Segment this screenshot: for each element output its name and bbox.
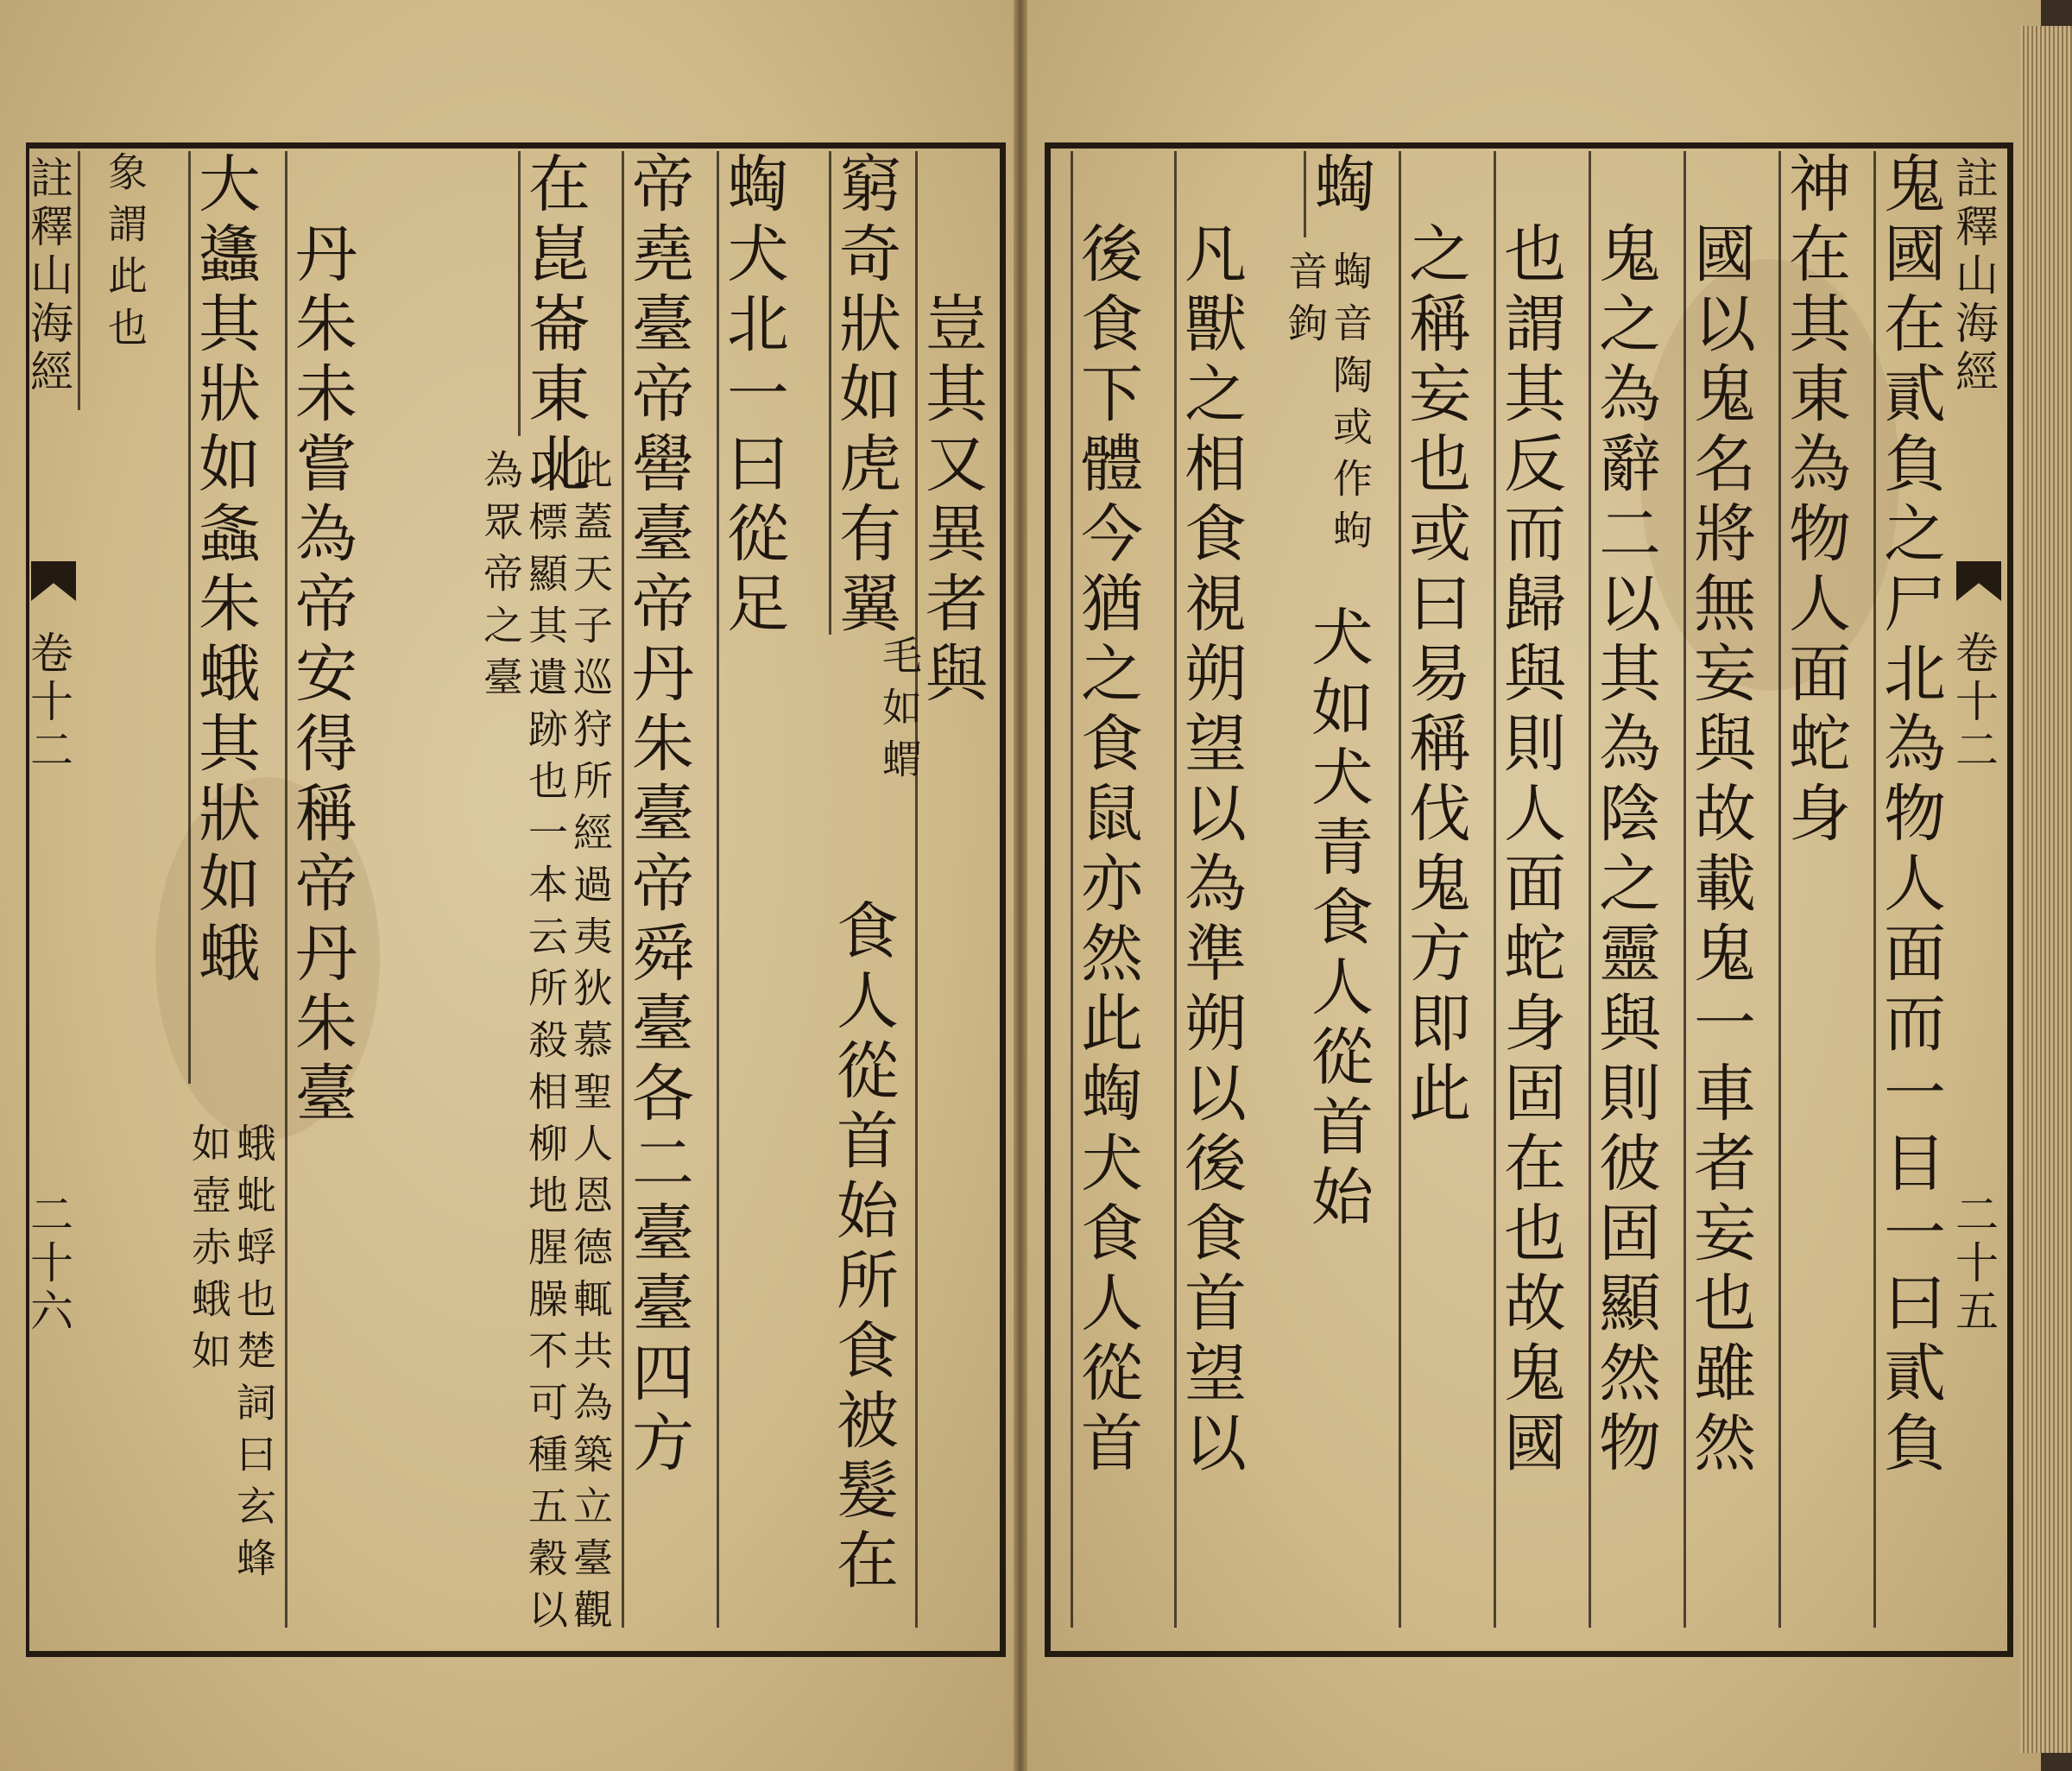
right-margin-volume: 卷十二 — [1949, 630, 1999, 775]
text-column: 神在其東為物人面蛇身 — [1778, 151, 1848, 1628]
left-margin-folio: 二十六 — [23, 1192, 73, 1337]
text-column: 蜪 — [1304, 151, 1374, 237]
text-column: 鬼之為辭二以其為陰之靈與則彼固顯然物 — [1589, 151, 1658, 1628]
left-margin-title: 註釋山海經 — [23, 155, 73, 397]
sub-note: 蛾蚍蜉也楚詞曰玄蜂如壺赤蛾如 — [186, 1123, 277, 1589]
text-column: 蜪犬北一曰從足 — [717, 151, 786, 1628]
text-column: 大蠭其狀如螽朱蛾其狀如蛾 — [188, 151, 258, 1084]
commentary-column: 此蓋天子巡狩所經過夷狄慕聖人恩德輒共為築立臺觀以標顯其遺跡也一本云所殺相柳地腥臊不可種五穀以為眾帝之臺 — [477, 449, 614, 1641]
text-column: 國以鬼名將無妄與故載鬼一車者妄也雖然 — [1684, 151, 1753, 1628]
text-column: 鬼國在貳負之尸北為物人面而一目一曰貳負 — [1873, 151, 1943, 1628]
left-margin-volume: 卷十二 — [23, 630, 73, 775]
text-column: 後食下體今猶之食鼠亦然此蜪犬食人從首 — [1071, 151, 1140, 1628]
text-column: 豈其又異者與 — [915, 151, 985, 1628]
book-gutter — [1014, 0, 1027, 1771]
text-column: 象謂此也 — [78, 151, 148, 410]
text-column: 之稱妄也或曰易稱伐鬼方即此 — [1399, 151, 1469, 1628]
text-column: 在崑崙東北 — [518, 151, 591, 501]
text-column: 丹朱未嘗為帝安得稱帝丹朱臺 — [285, 151, 355, 1628]
page-edges — [2020, 26, 2072, 1753]
text-column: 帝堯臺帝嚳臺帝丹朱臺帝舜臺各二臺臺四方 — [622, 151, 692, 1628]
right-margin-title: 註釋山海經 — [1949, 155, 1999, 397]
text-column: 窮奇狀如虎有翼 — [829, 151, 901, 641]
right-margin-folio: 二十五 — [1949, 1192, 1999, 1337]
sub-note: 毛如蝟 — [876, 635, 923, 790]
text-column: 犬如犬青食人從首始 — [1301, 604, 1374, 1234]
text-column: 也謂其反而歸與則人面蛇身固在也故鬼國 — [1494, 151, 1563, 1628]
text-column: 食人從首始所食被髮在 — [826, 898, 899, 1597]
sub-note: 蜪音陶或作蚼音鉤 — [1282, 250, 1374, 561]
text-column: 凡獸之相食視朔望以為準朔以後食首望以 — [1174, 151, 1244, 1628]
